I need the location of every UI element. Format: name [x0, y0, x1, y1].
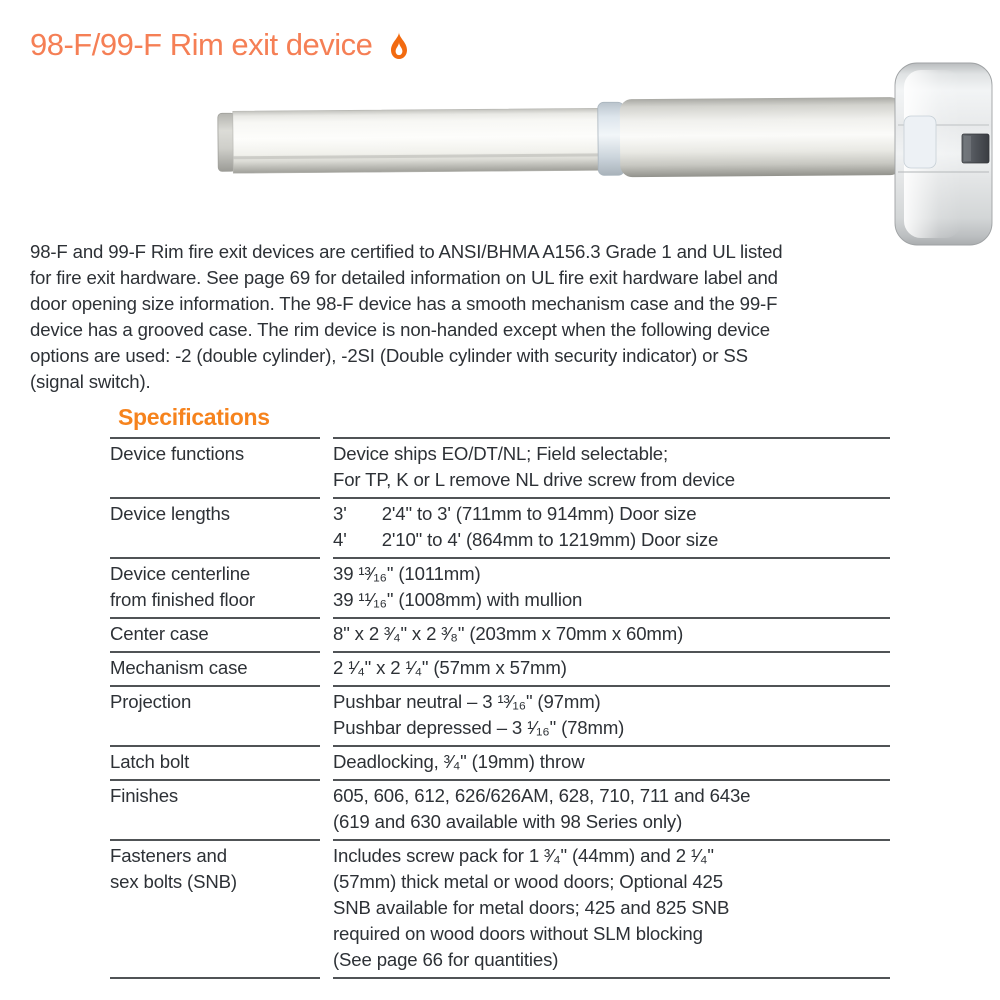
spec-row-mechanism-case	[110, 651, 890, 685]
spec-row-device-centerline	[110, 557, 890, 617]
spec-label: Latch bolt	[110, 745, 320, 779]
spec-value: 2 ¹⁄₄" x 2 ¹⁄₄" (57mm x 57mm)	[333, 651, 890, 685]
intro-line: 98-F and 99-F Rim fire exit devices are certified to ANSI/BHMA A156.3 Grade 1 and UL listed	[30, 241, 783, 262]
intro-line: options are used: -2 (double cylinder), -2SI (Double cylinder with security indicator) or SS	[30, 345, 748, 366]
spec-value: 39 ¹³⁄₁₆" (1011mm) 39 ¹¹⁄₁₆" (1008mm) with mullion	[333, 557, 890, 617]
specifications-table	[110, 437, 890, 979]
spec-label: Finishes	[110, 779, 320, 839]
spec-row-device-lengths	[110, 497, 890, 557]
spec-value: Deadlocking, ³⁄₄" (19mm) throw	[333, 745, 890, 779]
intro-paragraph	[30, 239, 830, 395]
spec-label: Center case	[110, 617, 320, 651]
spec-label: Projection	[110, 685, 320, 745]
spec-value: Device ships EO/DT/NL; Field selectable; For TP, K or L remove NL drive screw from device	[333, 437, 890, 497]
table-bottom-border	[110, 977, 890, 979]
spec-label: Device functions	[110, 437, 320, 497]
spec-row-latch-bolt	[110, 745, 890, 779]
spec-value: 8" x 2 ³⁄₄" x 2 ³⁄₈" (203mm x 70mm x 60mm)	[333, 617, 890, 651]
product-image	[210, 50, 1000, 260]
center-case	[895, 63, 992, 245]
spec-label: Device centerline from finished floor	[110, 557, 320, 617]
intro-line: for fire exit hardware. See page 69 for detailed information on UL fire exit hardware label and	[30, 267, 778, 288]
page-title: 98-F/99-F Rim exit device	[30, 27, 373, 62]
intro-line: door opening size information. The 98-F device has a smooth mechanism case and the 99-F	[30, 293, 778, 314]
spec-value: Pushbar neutral – 3 ¹³⁄₁₆" (97mm) Pushbar depressed – 3 ¹⁄₁₆" (78mm)	[333, 685, 890, 745]
spec-value: 3' 2'4" to 3' (711mm to 914mm) Door size 4' 2'10" to 4' (864mm to 1219mm) Door size	[333, 497, 890, 557]
spec-row-fasteners	[110, 839, 890, 977]
spec-value: 605, 606, 612, 626/626AM, 628, 710, 711 and 643e (619 and 630 available with 98 Series only)	[333, 779, 890, 839]
pushbar	[218, 97, 903, 180]
intro-line: (signal switch).	[30, 371, 151, 392]
spec-row-center-case	[110, 617, 890, 651]
spec-label: Fasteners and sex bolts (SNB)	[110, 839, 320, 977]
intro-line: device has a grooved case. The rim device is non-handed except when the following device	[30, 319, 770, 340]
spec-row-device-functions	[110, 437, 890, 497]
spec-row-projection	[110, 685, 890, 745]
specifications-heading: Specifications	[118, 404, 270, 430]
spec-label: Mechanism case	[110, 651, 320, 685]
spec-label: Device lengths	[110, 497, 320, 557]
spec-value: Includes screw pack for 1 ³⁄₄" (44mm) and 2 ¹⁄₄" (57mm) thick metal or wood doors; Optional 425 SNB available for metal doors; 425 and 825 SNB required on wood doors without SLM blocking (See page 66 for quantities)	[333, 839, 890, 977]
spec-row-finishes	[110, 779, 890, 839]
